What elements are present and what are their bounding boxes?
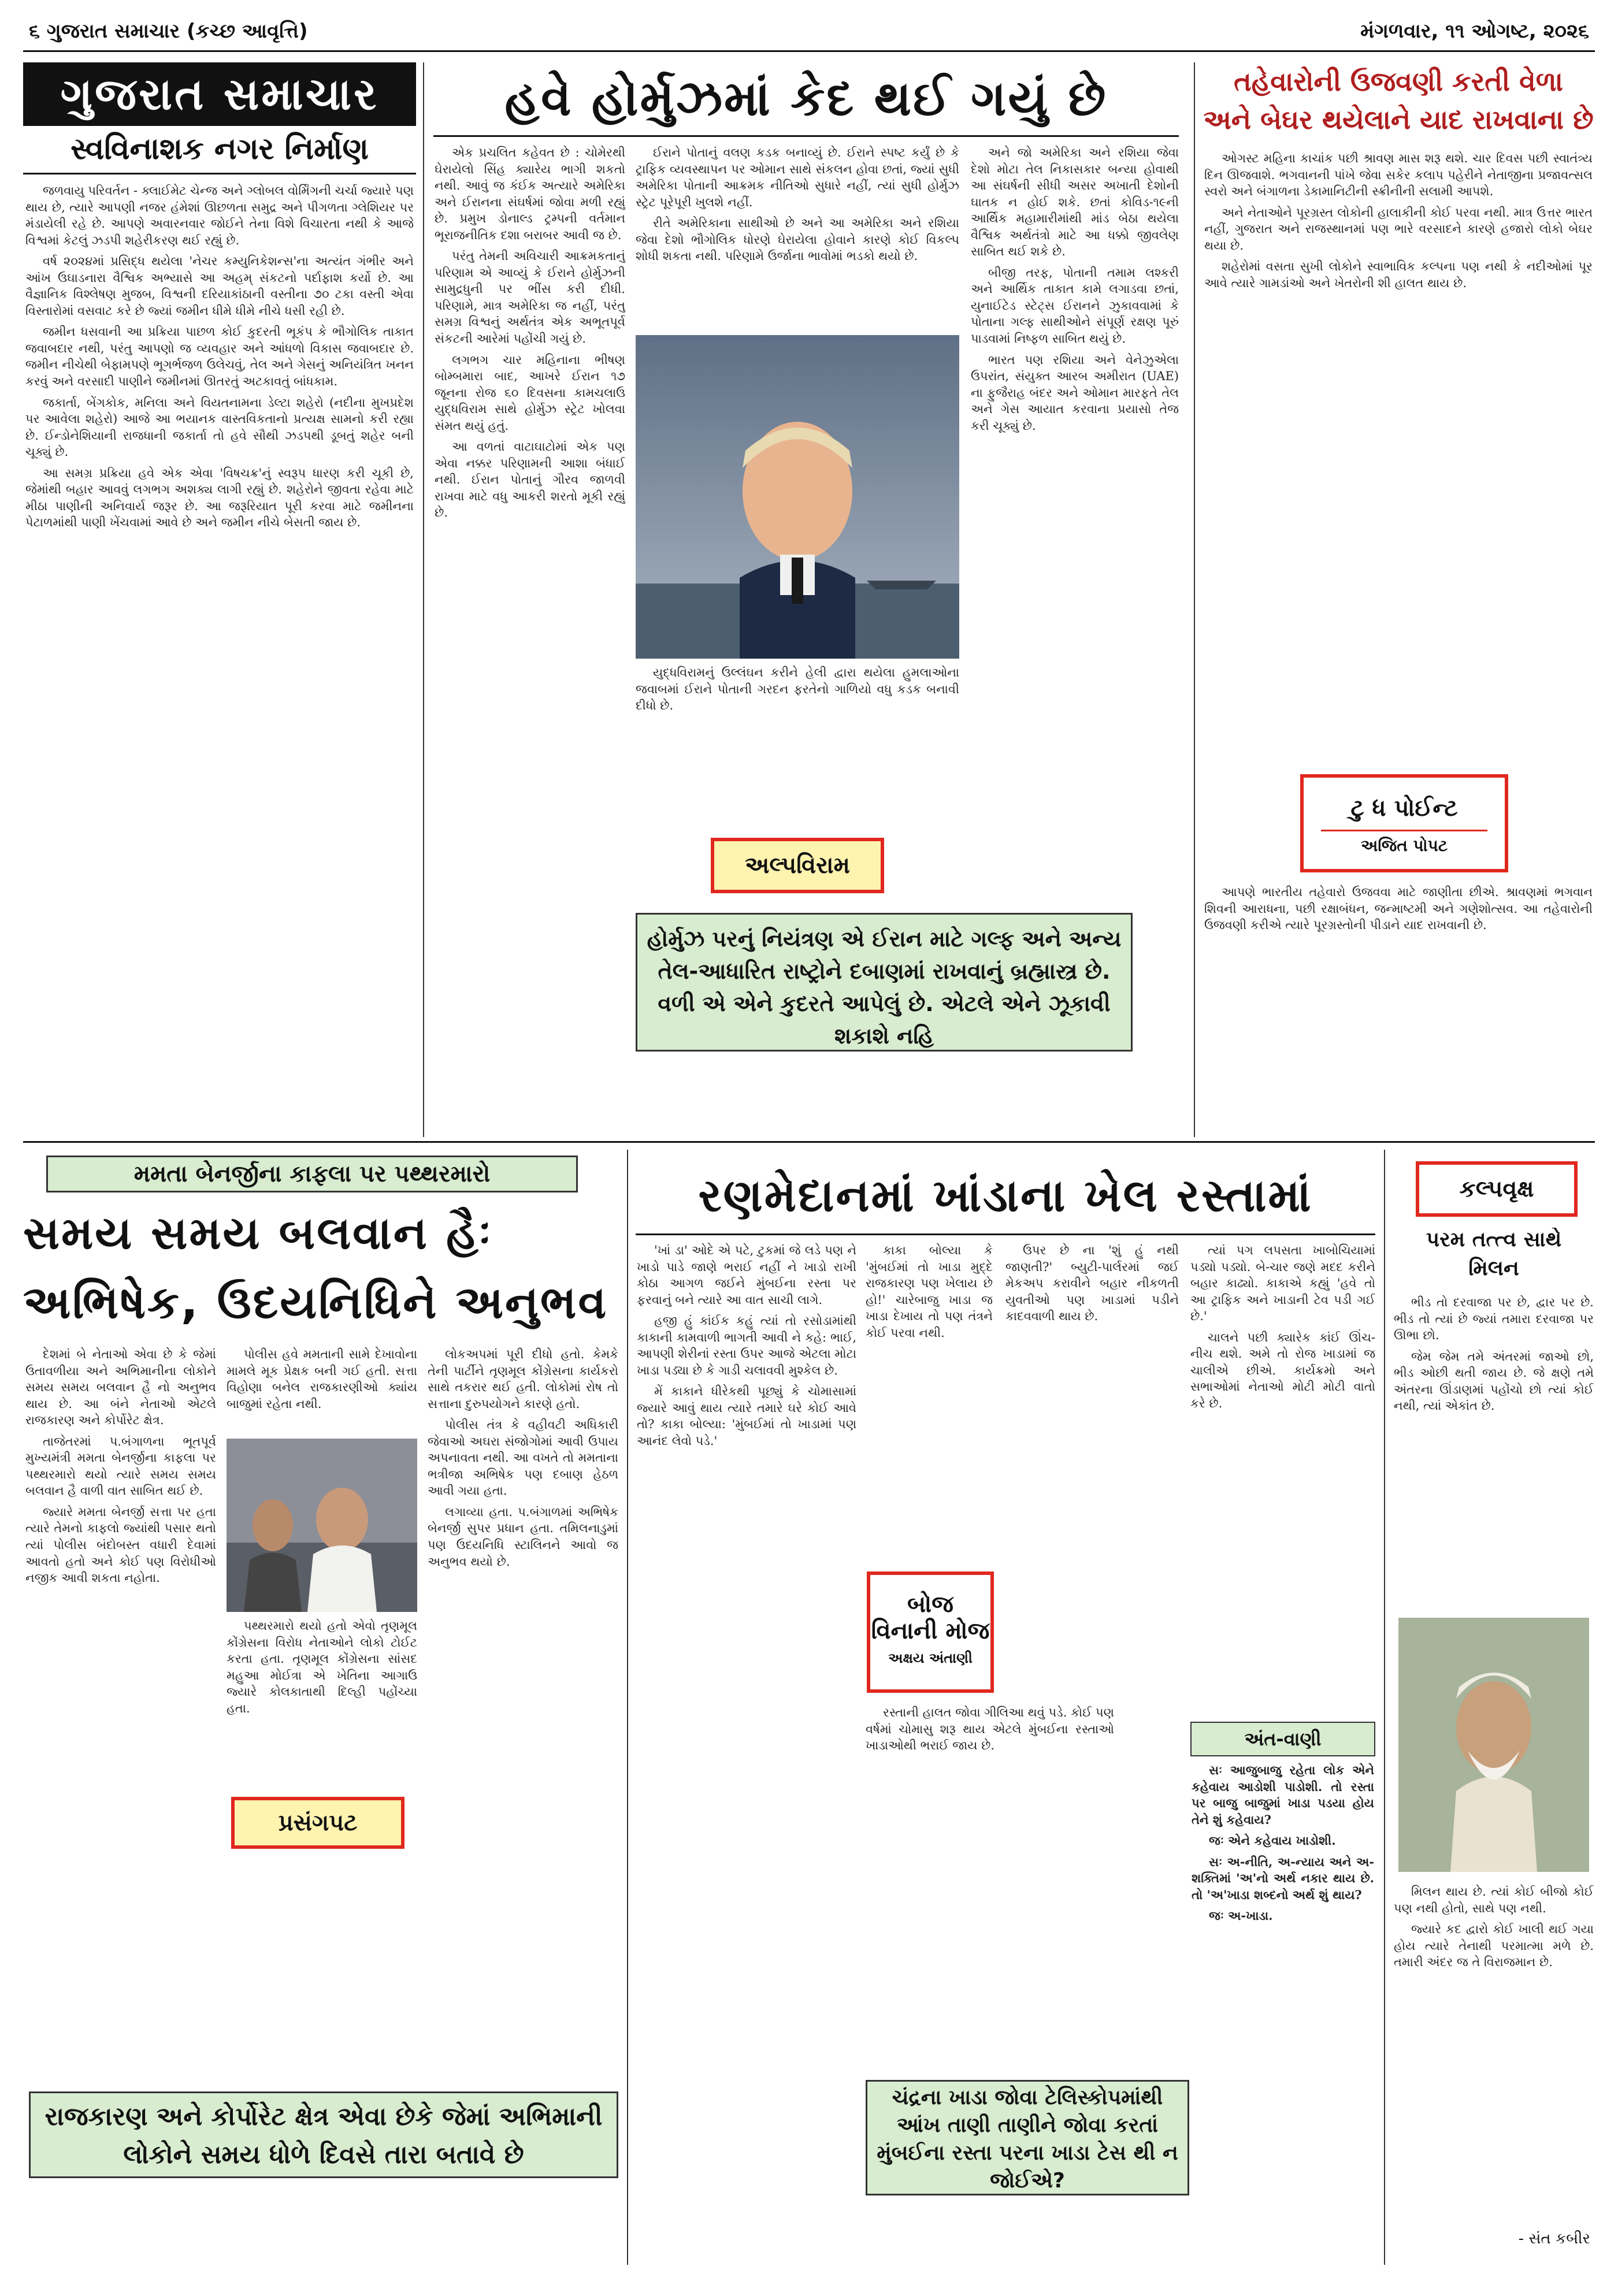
hormuz-col-c <box>636 664 959 838</box>
kalpa-text-bottom <box>1394 1883 1594 2219</box>
kalpavruksh-label: કલ્પવૃક્ષ <box>1416 1161 1578 1217</box>
col1-paragraph: વર્ષ ૨૦૨૪માં પ્રસિદ્ધ થયેલા 'નેચર કમ્યુનિકેશન્સ'ના અત્યંત ગંભીર અને આંખ ઉઘાડનારા વૈશ્વિક અભ્યાસે આ અહમ્ સંકટનો પર્દાફાશ કર્યો છે. આ વૈજ્ઞાનિક વિશ્લેષણ મુજબ, વિશ્વની દરિયાકાંઠાની વસ્તીના ૭૦ ટકા વસ્તી એવા વિસ્તારોમાં વસવાટ કરે છે જ્યાં જમીન ધીમે ધીમે નીચે ધસી રહી છે. <box>25 254 414 318</box>
festival-paragraph: શહેરોમાં વસતા સુખી લોકોને સ્વાભાવિક કલ્પના પણ નથી કે નદીઓમાં પૂર આવે ત્યારે ગામડાંઓ અને ખેતરોની શી હાલત થાય છે. <box>1204 259 1593 290</box>
festival-paragraph: આપણે ભારતીય તહેવારો ઉજવવા માટે જાણીતા છીએ. શ્રાવણમાં ભગવાન શિવની આરાધના, પછી રક્ષાબંધન, જન્માષ્ટમી અને ગણેશોત્સવ. આ તહેવારોની ઉજવણી કરીએ ત્યારે પૂરગ્રસ્તોની પીડાને યાદ રાખવાની છે. <box>1204 885 1593 932</box>
hormuz-col-a <box>435 144 625 1121</box>
to-the-point-label <box>1300 774 1508 872</box>
boj-title-2: વિનાની મોજ <box>871 1618 990 1644</box>
col1-article <box>25 183 414 1130</box>
festival-article-bottom <box>1204 884 1593 1127</box>
callout-label: અલ્પવિરામ <box>711 838 884 893</box>
kalpa-paragraph: મિલન થાય છે. ત્યાં કોઈ બીજો કોઈ પણ નથી હોતો, સાથે પણ નથી. <box>1394 1885 1594 1915</box>
mamata-photo <box>227 1439 417 1612</box>
hormuz-paragraph: અને જો અમેરિકા અને રશિયા જેવા દેશો મોટા તેલ નિકાસકાર બન્યા હોવાથી આ સંઘર્ષની સીધી અસર અખાતી દેશોની ઘાતક ન હોઈ શકે. છતાં કોવિડ-૧૯ની આર્થિક મહામારીમાંથી માંડ બેઠા થયેલા વૈશ્વિક અર્થતંત્રો માટે આ ધક્કો જીવલેણ સાબિત થઈ શકે છે. <box>971 146 1179 259</box>
masthead: ગુજરાત સમાચાર <box>23 62 416 126</box>
label-divider <box>1321 830 1487 831</box>
roads-paragraph: મેં કાકાને ધીરેકથી પૂછ્યું કે ચોમાસામાં જ્યારે આવું થાય ત્યારે તમારે ઘરે કોઈ આવે તો? કાકા બોલ્યા: 'મુંબઈમાં તો ખાડામાં પણ આનંદ લેવો પડે.' <box>637 1384 856 1448</box>
kalpa-title-1: પરમ તત્ત્વ સાથે <box>1426 1228 1562 1251</box>
roads-col-c <box>1005 1242 1179 1693</box>
festival-headline-1: તહેવારોની ઉજવણી કરતી વેળા <box>1234 66 1563 97</box>
end-vani-line: જઃ અ-ખાડા. <box>1209 1908 1273 1923</box>
hormuz-paragraph: યુદ્ધવિરામનું ઉલ્લંઘન કરીને હેલી દ્વારા થયેલા હુમલાઓના જવાબમાં ઈરાને પોતાની ગરદન ફરતેનો ગાળિયો વધુ કડક બનાવી દીધો છે. <box>636 666 959 713</box>
kabir-portrait-illustration <box>1398 1618 1589 1872</box>
column-divider <box>423 62 424 1137</box>
end-vani-line: જઃ એને કહેવાય ખાડોશી. <box>1209 1833 1336 1848</box>
hormuz-col-d <box>971 144 1179 907</box>
end-vani-title: અંત-વાણી <box>1190 1722 1375 1756</box>
hormuz-paragraph: બીજી તરફ, પોતાની તમામ લશ્કરી અને આર્થિક તાકાત કામે લગાડવા છતાં, યુનાઈટેડ સ્ટેટ્સ ઈરાનને ઝુકાવવામાં કે પોતાના ગલ્ફ સાથીઓને સંપૂર્ણ રક્ષણ પૂરું પાડવામાં નિષ્ફળ સાબિત થયું છે. <box>971 265 1179 346</box>
mamata-headline-1: સમય સમય બલવાન હૈઃ <box>23 1208 493 1260</box>
kabir-portrait <box>1398 1618 1589 1872</box>
kalpa-paragraph: જેમ જેમ તમે અંતરમાં જાઓ છો, ભીડ ઓછી થતી જાય છે. જે ક્ષણે તમે અંતરના ઊંડાણમાં પહોંચો છો ત્યાં કોઈ નથી, ત્યાં એકાંત છે. <box>1394 1349 1594 1413</box>
hormuz-paragraph: લગભગ ચાર મહિનાના ભીષણ બોમ્બમારા બાદ, આખરે ઈરાન ૧૭ જૂનના રોજ ૬૦ દિવસના કામચલાઉ યુદ્ધવિરામ સાથે હોર્મુઝ સ્ટ્રેટ ખોલવા સંમત થયું હતું. <box>435 352 625 433</box>
roads-paragraph: ઉપર છે ના 'શું હું નથી જાણતી?' બ્યુટી-પાર્લરમાં જઈ મેકઅપ કરાવીને બહાર નીકળતી યુવતીઓ પણ ખાડામાં પડીને કાદવવાળી થાય છે. <box>1005 1243 1179 1324</box>
mamata-paragraph: પોલીસ તંત્ર કે વહીવટી અધિકારી જેવાઓ અઘરા સંજોગોમાં આવી ઉપાય અપનાવતા નથી. આ વખતે તો મમતાના ભત્રીજા અભિષેક પણ દબાણ હેઠળ આવી ગયા હતા. <box>428 1418 618 1498</box>
col1-paragraph: જમીન ધસવાની આ પ્રક્રિયા પાછળ કોઈ કુદરતી ભૂકંપ કે ભૌગોલિક તાકાત જવાબદાર નથી, પરંતુ આપણો જ વ્યવહાર અને આંધળો વિકાસ જવાબદાર છે. જમીન નીચેથી બેફામપણે ભૂગર્ભજળ ઉલેચવું, તેલ અને ગેસનું અનિયંત્રિત ખનન કરવું અને વરસાદી પાણીને જમીનમાં ઊતરતું અટકાવતું બાંધકામ. <box>25 325 414 389</box>
col1-heading: સ્વવિનાશક નગર નિર્માણ <box>23 132 416 174</box>
mamata-paragraph: તાજેતરમાં પ.બંગાળના ભૂતપૂર્વ મુખ્યમંત્રી મમતા બેનર્જીના કાફલા પર પથ્થરમારો થયો ત્યારે સમય સમય બલવાન હૈ વાળી વાત સાબિત થઈ છે. <box>25 1434 216 1498</box>
to-the-point-byline: અજિત પોપટ <box>1360 836 1448 855</box>
mamata-paragraph: પથ્થરમારો થયો હતો એવો તૃણમૂલ કોંગ્રેસના વિરોધ નેતાઓને લોકો ટોઈટ કરતા હતા. તૃણમૂલ કોંગ્રેસના સાંસદ મહુઆ મોઈત્રા એ ખેતિના આગાઉ જ્યારે કોલકાતાથી દિલ્હી પહોંચ્યા હતા. <box>227 1619 417 1715</box>
kalpa-paragraph: જ્યારે કદ દ્વારો કોઈ ખાલી થઈ ગયા હોય ત્યારે તેનાથી પરમાત્મા મળે છે. તમારી અંદર જ તે વિરાજમાન છે. <box>1394 1922 1594 1970</box>
kalpa-title-2: મિલન <box>1468 1257 1519 1280</box>
festival-article-top <box>1204 150 1593 774</box>
mamata-paragraph: લગાવ્યા હતા. પ.બંગાળમાં અભિષેક બેનર્જી સુપર પ્રધાન હતા. તમિલનાડુમાં પણ ઉદયનિધિ સ્ટાલિનને આવો જ અનુભવ થયો છે. <box>428 1504 618 1569</box>
roads-col-b-bottom <box>866 1704 1114 2074</box>
mamata-col-b-top <box>227 1346 417 1427</box>
hormuz-headline: હવે હોર્મુઝમાં કેદ થઈ ગયું છે <box>504 70 1108 127</box>
page-date: મંગળવાર, ૧૧ ઓગષ્ટ, ૨૦૨૬ <box>1360 20 1589 43</box>
roads-paragraph: રસ્તાની હાલત જોવા ગીલિઆ થવું પડે. કોઈ પણ વર્ષમાં ચોમાસુ શરૂ થાય એટલે મુંબઈના રસ્તાઓ ખાડાઓથી ભરાઈ જાય છે. <box>866 1706 1114 1753</box>
mamata-kicker: મમતા બેનર્જીના કાફલા પર પથ્થરમારો <box>46 1156 578 1192</box>
hormuz-paragraph: આ વળતાં વાટાઘાટોમાં એક પણ એવા નક્કર પરિણામની આશા બંધાઈ નથી. ઈરાન પોતાનું ગૌરવ જાળવી રાખવા માટે વધુ આકરી શરતો મૂકી રહ્યું છે. <box>435 440 625 520</box>
roads-paragraph: હજી હું કાંઈક કહું ત્યાં તો રસોડામાંથી કાકાની કામવાળી ભાગતી આવી ને કહે: ભાઈ, આપણી શેરીનાં રસ્તા ઉપર આજે એટલા મોટા ખાડા પડ્યા છે કે ગાડી ચલાવવી મુશ્કેલ છે. <box>637 1314 856 1377</box>
festival-paragraph: ઓગસ્ટ મહિના કાચાંક પછી શ્રાવણ માસ શરૂ થશે. ચાર દિવસ પછી સ્વાતંત્ર્ય દિન ઊજવાશે. ભગવાનની પાંખે જેવા સકેર કલાપ પહેરીને નેતાજીના પ્રજાવત્સલ સ્વરો અને બંગાળના ડેકામાનિટીની સ્ક્રીનીની સલામી આપશે. <box>1204 151 1593 199</box>
hormuz-paragraph: ઈરાને પોતાનું વલણ કડક બનાવ્યું છે. ઈરાને સ્પષ્ટ કર્યું છે કે ટ્રાફિક વ્યવસ્થાપન પર ઓમાન સાથે સંકલન હોવા છતાં, જ્યાં સુધી અમેરિકા પોતાની આક્રમક નીતિઓ સુધારે નહીં, ત્યાં સુધી હોર્મુઝ સ્ટ્રેટ પૂરેપૂરી ખુલશે નહીં. <box>636 146 959 209</box>
col1-paragraph: આ સમગ્ર પ્રક્રિયા હવે એક એવા 'વિષચક્ર'નું સ્વરૂપ ધારણ કરી ચૂકી છે, જેમાંથી બહાર આવવું લગભગ અશક્ય લાગી રહ્યું છે. શહેરોને જીવતા રહેવા માટે મીઠા પાણીની અનિવાર્ય જરૂર છે. આ જરૂરિયાત પૂરી કરવા માટે જમીનના પેટાળમાંથી પાણી ખેંચવામાં આવે છે અને જમીન નીચે બેસતી જાય છે. <box>25 466 414 530</box>
festival-headline-2: અને બેઘર થયેલાને યાદ રાખવાના છે <box>1203 104 1594 135</box>
roads-paragraph: 'ખાં ડા' ઓદે એ પટે, ટુકમાં જે લડે પણ ને ખાડો પાડે જાણે ભરાઈ નહીં ને ખાડો રાખી કોઠા આગળ જઈને મુંબઈના રસ્તા પર ફરવાનું બને ત્યારે આ વાત સાચી લાગે. <box>637 1243 856 1307</box>
prasangpat-label: પ્રસંગપટ <box>231 1797 404 1849</box>
hormuz-paragraph: પરંતુ તેમની અવિચારી આક્રમકતાનું પરિણામ એ આવ્યું કે ઈરાને હોર્મુઝની સામુદ્રધુની પર ભીંસ કરી દીધી. પરિણામે, માત્ર અમેરિકા જ નહીં, પરંતુ સમગ્ર વિશ્વનું અર્થતંત્ર એક અભૂતપૂર્વ સંકટની આરેમાં પહોંચી ગયું છે. <box>435 249 625 346</box>
section-divider <box>23 1141 1595 1143</box>
roads-byline: અક્ષય અંતાણી <box>888 1650 973 1666</box>
mamata-banner: રાજકારણ અને કોર્પોરેટ ક્ષેત્ર એવા છેકે જેમાં અભિમાની લોકોને સમય ધોળે દિવસે તારા બતાવે છે <box>29 2091 618 2178</box>
hormuz-paragraph: રીતે અમેરિકાના સાથીઓ છે અને આ અમેરિકા અને રશિયા જેવા દેશો ભૌગોલિક ધોરણે ઘેરાયેલા હોવાને કારણે કોઈ વિકલ્પ શોધી શકતા નથી. પરિણામે ઉર્જાના ભાવોમાં ભડકો થયો છે. <box>636 216 959 263</box>
mamata-paragraph: દેશમાં બે નેતાઓ એવા છે કે જેમાં ઉતાવળીયા અને અભિમાનીના લોકોને સમય સમય બલવાન હૈ નો અનુભવ થાય છે. આ બંને નેતાઓ એટલે રાજકારણ અને કોર્પોરેટ ક્ષેત્ર. <box>25 1347 216 1428</box>
leader-photo <box>636 335 959 659</box>
col1-paragraph: જકાર્તા, બેંગકોક, મનિલા અને વિયતનામના ડેલ્ટા શહેરો (નદીના મુખપ્રદેશ પર આવેલા શહેરો) આજે આ ભયાનક વાસ્તવિકતાનો પ્રત્યક્ષ સામનો કરી રહ્યા છે. ઈન્ડોનેશિયાની રાજધાની જકાર્તા તો હવે સૌથી ઝડપથી ડૂબતું શહેર બની ચૂક્યું છે. <box>25 395 414 459</box>
hormuz-col-b <box>636 144 959 329</box>
end-vani-line: સઃ અ-નીતિ, અ-ન્યાય અને અ-શક્તિમાં 'અ'નો અર્થ નકાર થાય છે. તો 'અ'ખાડા શબ્દનો અર્થ શું થાય? <box>1192 1854 1374 1902</box>
mamata-photo-illustration <box>227 1439 417 1612</box>
hormuz-paragraph: ભારત પણ રશિયા અને વેનેઝુએલા ઉપરાંત, સંયુક્ત આરબ અમીરાત (UAE) ના ફુજૈરાહ બંદર અને ઓમાન મારફતે તેલ અને ગેસ આયાત કરવાના પ્રયાસો તેજ કરી ચૂક્યું છે. <box>971 352 1179 433</box>
page-folio: ૬ ગુજરાત સમાચાર (કચ્છ આવૃત્તિ) <box>29 20 308 43</box>
kalpa-paragraph: ભીડ તો દરવાજા પર છે, દ્વાર પર છે. ભીડ તો ત્યાં છે જ્યાં તમારા દરવાજા પર ઊભા છો. <box>1394 1295 1594 1343</box>
roads-paragraph: ત્યાં પગ લપસતા ખાબોચિયામાં પડ્યો પડ્યો. બે-ચાર જણે મદદ કરીને બહાર કાઢ્યો. કાકાએ કહ્યું 'હવે તો આ ટ્રાફિક અને ખાડાની ટેવ પડી ગઈ છે.' <box>1190 1243 1375 1324</box>
roads-paragraph: કાકા બોલ્યા કે 'મુંબઈમાં તો ખાડા મુદ્દે રાજકારણ પણ ખેલાય છે હો!' ચારેબાજુ ખાડા જ ખાડા દેખાય તો પણ તંત્રને કોઈ પરવા નથી. <box>866 1243 993 1340</box>
kalpa-text-top <box>1394 1294 1594 1618</box>
headline-rule <box>433 135 1179 137</box>
top-bar <box>23 12 1595 52</box>
column-divider <box>1384 1150 1385 2265</box>
hormuz-paragraph: એક પ્રચલિત કહેવત છે : ચોમેરથી ઘેરાયેલો સિંહ ક્યારેય ભાગી શકતો નથી. આવું જ કંઈક અત્યારે અમેરિકા અને ઈરાનના સંઘર્ષમાં જોવા મળી રહ્યું છે. પ્રમુખ ડોનાલ્ડ ટ્રમ્પની વર્તમાન ભૂરાજનીતિક દશા બરાબર આવી જ છે. <box>435 146 625 242</box>
roads-col-b-top <box>866 1242 993 1566</box>
kalpa-signature: - સંત કબીર <box>1518 2230 1590 2247</box>
mamata-col-a <box>25 1346 216 2080</box>
leader-photo-illustration <box>636 335 959 659</box>
roads-col-a <box>637 1242 856 2271</box>
to-the-point-title: ટુ ધ પોઈન્ટ <box>1350 795 1458 822</box>
boj-label <box>867 1571 994 1693</box>
end-vani-lines <box>1192 1762 1374 2259</box>
mamata-paragraph: લોકઅપમાં પૂરી દીધો હતો. કેમકે તેની પાર્ટીને તૃણમૂલ કોંગ્રેસના કાર્યકરો સાથે તકરાર થઈ હતી. લોકોમાં રોષ તો સત્તાના દુરુપયોગને કારણે હતો. <box>428 1347 618 1411</box>
mamata-headline-2: અભિષેક, ઉદયનિધિને અનુભવ <box>23 1277 608 1329</box>
roads-pull-quote: ચંદ્રના ખાડા જોવા ટેલિસ્કોપમાંથી આંખ તાણી તાણીને જોવા કરતાં મુંબઈના રસ્તા પરના ખાડા ટેસ થી ન જોઈએ? <box>866 2080 1189 2195</box>
end-vani-line: સઃ આજુબાજુ રહેતા લોક એને કહેવાય આડોશી પાડોશી. તો રસ્તા પર બાજુ બાજુમાં ખાડા પડયા હોય તેને શું કહેવાય? <box>1192 1763 1374 1827</box>
roads-headline: રણમેદાનમાં ખાંડાના ખેલ રસ્તામાં <box>698 1170 1313 1222</box>
boj-title-1: બોજ <box>907 1591 953 1618</box>
festival-paragraph: અને નેતાઓને પૂરગ્રસ્ત લોકોની હાલાકીની કોઈ પરવા નથી. માત્ર ઉત્તર ભારત નહીં, ગુજરાત અને રાજસ્થાનમાં પણ ભારે વરસાદને કારણે હજારો લોકો બેઘર થયા છે. <box>1204 205 1593 252</box>
roads-col-d <box>1190 1242 1375 1704</box>
column-divider <box>627 1150 628 2265</box>
col1-paragraph: જળવાયુ પરિવર્તન - ક્લાઈમેટ ચેન્જ અને ગ્લોબલ વોર્મિંગની ચર્ચા જ્યારે પણ થાય છે, ત્યારે આપણી નજર હંમેશાં ઊછળતા સમુદ્ર અને પીગળતા ગ્લેશિયર પર મંડાયેલી રહે છે. આપણે અવારનવાર જોઈને તેના વિશે વિચારતા નથી કે આજે વિશ્વમાં કેટલું ઝડપી શહેરીકરણ થઈ રહ્યું છે. <box>25 184 414 247</box>
hormuz-pull-quote: હોર્મુઝ પરનું નિયંત્રણ એ ઈરાન માટે ગલ્ફ અને અન્ય તેલ-આધારિત રાષ્ટ્રોને દબાણમાં રાખવાનું બ્રહ્માસ્ત્ર છે. વળી એ એને કુદરતે આપેલું છે. એટલે એને ઝૂકાવી શકાશે નહિ <box>636 913 1133 1052</box>
mamata-paragraph: પોલીસ હવે મમતાની સામે દેખાવોના મામલે મૂક પ્રેક્ષક બની ગઈ હતી. સત્તા વિહોણા બનેલ રાજકારણીઓ ક્યાંય બાજુમાં રહેતા નથી. <box>227 1347 417 1411</box>
roads-paragraph: ચાલને પછી ક્યારેક કાંઈ ઊંચ-નીચ થશે. અમે તો રોજ ખાડામાં જ ચાલીએ છીએ. કાર્યક્રમો અને સભાઓમાં નેતાઓ મોટી મોટી વાતો કરે છે. <box>1190 1330 1375 1410</box>
mamata-paragraph: જ્યારે મમતા બેનર્જી સત્તા પર હતા ત્યારે તેમનો કાફલો જ્યાંથી પસાર થતો ત્યાં પોલીસ બંદોબસ્ત વધારી દેવામાં આવતો હતો અને કોઈ પણ વિરોધીઓ નજીક આવી શકતા નહોતા. <box>25 1504 216 1585</box>
column-divider <box>1194 62 1195 1137</box>
mamata-col-c <box>428 1346 618 2080</box>
headline-rule <box>636 1234 1375 1235</box>
mamata-col-b-bottom <box>227 1618 417 1791</box>
